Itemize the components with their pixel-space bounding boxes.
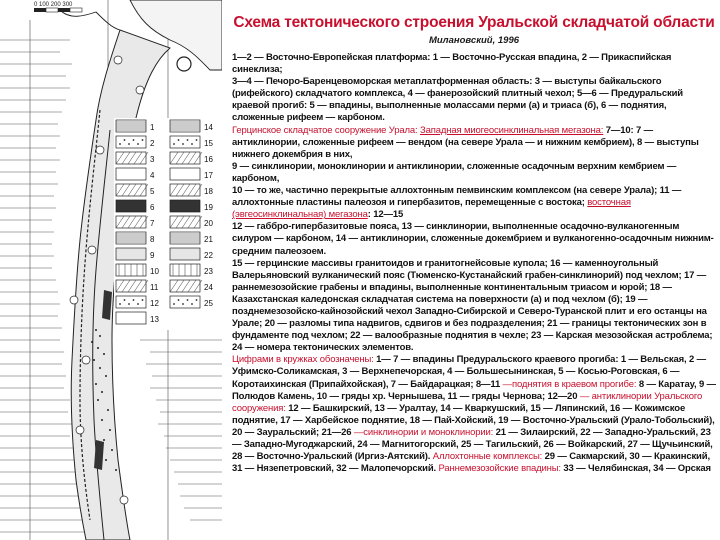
legend-swatch [170,200,200,212]
legend-entry-17 [170,168,213,180]
legend-number: 6 [150,203,155,212]
legend-entry-18 [170,184,213,196]
legend-swatch [116,168,146,180]
para-8-text-e: 29 — Сакмарский, 30 — Кракинский, 31 — Нязепетровский, 32 — Малопечорский. [232,451,710,475]
legend-number: 21 [204,235,213,244]
legend-para-6: 12 — габбро-гипербазитовые пояса, 13 — синклинории, выполненные осадочно-вулканогенным силуром — карбоном, 14 — антиклинории, сложенные докембрием и вулканогенно-осадочным нижним-средним палеозоем. [232,221,714,257]
legend-entry-22 [170,248,213,260]
legend-number: 16 [204,155,213,164]
legend-number: 4 [150,171,155,180]
legend-number: 15 [204,139,213,148]
legend-entry-24 [170,280,213,292]
para-8-text-f: 33 — Челябинская, 34 — Орская [560,463,711,475]
red-heading-5: —поднятия в краевом прогибе: [500,378,637,390]
legend-entry-6 [116,200,155,212]
legend-entry-10 [116,264,159,276]
legend-swatch [116,248,146,260]
legend-number: 24 [204,283,213,292]
legend-number: 11 [150,283,159,292]
legend-entry-19 [170,200,213,212]
legend-number: 12 [150,299,159,308]
legend-number: 20 [204,219,213,228]
legend-entry-11 [116,280,159,292]
legend-entry-21 [170,232,213,244]
scale-label: 0 100 200 300 [34,2,73,8]
legend-swatch [170,248,200,260]
legend-number: 8 [150,235,155,244]
para-8-text-a: 1— 7 — впадины Предуральского краевого прогиба: 1 — Вельская, 2 — Уфимско-Соликамская, 3 — Верхнепечорская, 4 — Большесынинская, 5 — Косью-Роговская, 6 — Коротаихинская (Припайхойская), 7 — Байдарацкая; 8—11 [232,354,706,390]
page-title: Схема тектонического строения Уральской складчатой области [233,14,715,31]
legend-entry-20 [170,216,213,228]
legend-entry-23 [170,264,213,276]
legend-entry-15 [170,136,213,148]
legend-number: 25 [204,299,213,308]
map-legend [114,118,222,330]
legend-number: 13 [150,315,159,324]
legend-entry-4 [116,168,155,180]
document-text [232,14,716,536]
legend-number: 17 [204,171,213,180]
legend-para-3 [232,125,716,161]
para-8-text-c: 12 — Башкирский, 13 — Уралтау, 14 — Кваркушский, 15 — Ляпинский, 16 — Кожимское поднятие, 17 — Харбейское поднятие, 18 — Пай-Хойский, 19 — Восточно-Уральский (Урало-Тобольский), 20 — Зауральский; 21—26 [232,402,715,438]
red-heading-8: Аллохтонные комплексы: [430,451,543,463]
legend-para-1: 1—2 — Восточно-Европейская платформа: 1 — Восточно-Русская впадина, 2 — Прикаспийская синеклиза; [232,52,672,76]
scale-bar [34,8,82,12]
legend-para-4: 9 — синклинории, моноклинории и антиклинории, сложенные осадочным верхним кембрием — карбоном, [232,160,677,184]
legend-entry-1 [116,120,155,132]
legend-entry-25 [170,296,213,308]
author-line: Милановский, 1996 [428,35,520,46]
para-5-text-a: 10 — то же, частично перекрытые аллохтонным пемвинским комплексом (на севере Урала); 11 — аллохтонные пластины палеозоя и гипербазитов, перемещенные с востока; [232,185,682,209]
legend-entry-12 [116,296,159,308]
legend-swatch [170,168,200,180]
red-heading-6: — антиклинории Уральского сооружения: [232,390,703,414]
red-heading-7: —синклинории и моноклинории: [351,426,494,438]
legend-para-5 [232,185,716,221]
legend-number: 9 [150,251,155,260]
red-heading-3: восточная (эвгеосинклинальная) мегазона [232,197,631,221]
red-heading-9: Раннемезозойские впадины: [438,463,561,475]
red-heading-4: Цифрами в кружках обозначены: [232,354,374,366]
red-heading-1: Герцинское складчатое сооружение Урала: [232,124,418,136]
legend-number: 2 [150,139,155,148]
legend-swatch [116,296,146,308]
legend-number: 5 [150,187,155,196]
legend-entry-13 [116,312,159,324]
legend-entry-8 [116,232,155,244]
legend-drawing [114,118,222,330]
para-8-text-b: 8 — Каратау, 9 — Полюдов Камень, 10 — гряды хр. Чернышева, 11 — гряды Чернова; 12—20 [232,378,716,402]
legend-para-7: 15 — герцинские массивы гранитоидов и гранитогнейсовые купола; 16 — каменноугольный Валерьяновский вулканический пояс (Тюменско-Кустанайский грабен-синклинорий) под чехлом; 17 — раннемезозойские грабены и впадины, выполненные континентальным триасом и юрой; 18 — Казахстанская каледонская складчатая система на поверхности (а) и под чехлом (б); 19 — позднемезозойско-кайнозойский чехол Западно-Сибирской и Северо-Туранской плит и его останцы на Урале; 20 — разломы типа надвигов, сдвигов и без подразделения; 21 — границы тектонических зон в фундаменте под чехлом; 22 — валообразные поднятия в чехле; 23 — Карская мезозойская астроблема; 24 — номера тектонических элементов. [232,257,713,354]
legend-number: 1 [150,123,155,132]
legend-swatch [116,312,146,324]
legend-number: 10 [150,267,159,276]
red-heading-2: Западная миогеосинклинальная мегазона: [420,124,604,136]
legend-entry-16 [170,152,213,164]
legend-swatch [116,136,146,148]
kara-astrobleme [177,57,191,71]
legend-number: 7 [150,219,155,228]
legend-para-2: 3—4 — Печоро-Баренцевоморская метаплатформенная область: 3 — выступы байкальского (рифейского) складчатого комплекса, 4 — фанерозойский плитный чехол; 5—6 — Предуральский краевой прогиб: 5 — впадины, выполненные молассами перми (а) и триаса (б), 6 — поднятия, сложенные рифеем — карбоном. [232,76,683,124]
legend-number: 3 [150,155,155,164]
legend-number: 14 [204,123,213,132]
legend-swatch [170,296,200,308]
legend-entry-2 [116,136,155,148]
legend-entry-7 [116,216,155,228]
legend-para-8 [232,354,716,475]
legend-number: 23 [204,267,213,276]
para-8-text-d: 21 — Зилаирский, 22 — Западно-Уральский, 23 — Западно-Мугоджарский, 24 — Магнитогорский, 25 — Тагильский, 26 — Войкарский, 27 — Щучьинский, 28 — Восточно-Уральский (Иргиз-Аятский). [232,426,713,463]
para-5-text-b: : 12—15 [367,209,404,221]
legend-swatch [116,200,146,212]
legend-swatch [170,136,200,148]
legend-number: 19 [204,203,213,212]
legend-entry-3 [116,152,155,164]
legend-number: 22 [204,251,213,260]
legend-number: 18 [204,187,213,196]
legend-entry-9 [116,248,155,260]
legend-entry-14 [170,120,213,132]
para-3-text: 7—10: 7 — антиклинории, сложенные рифеем — вендом (на севере Урала — и нижним кембрием), 8 — выступы нижнего докембрия в них, [232,124,699,160]
legend-entry-5 [116,184,155,196]
